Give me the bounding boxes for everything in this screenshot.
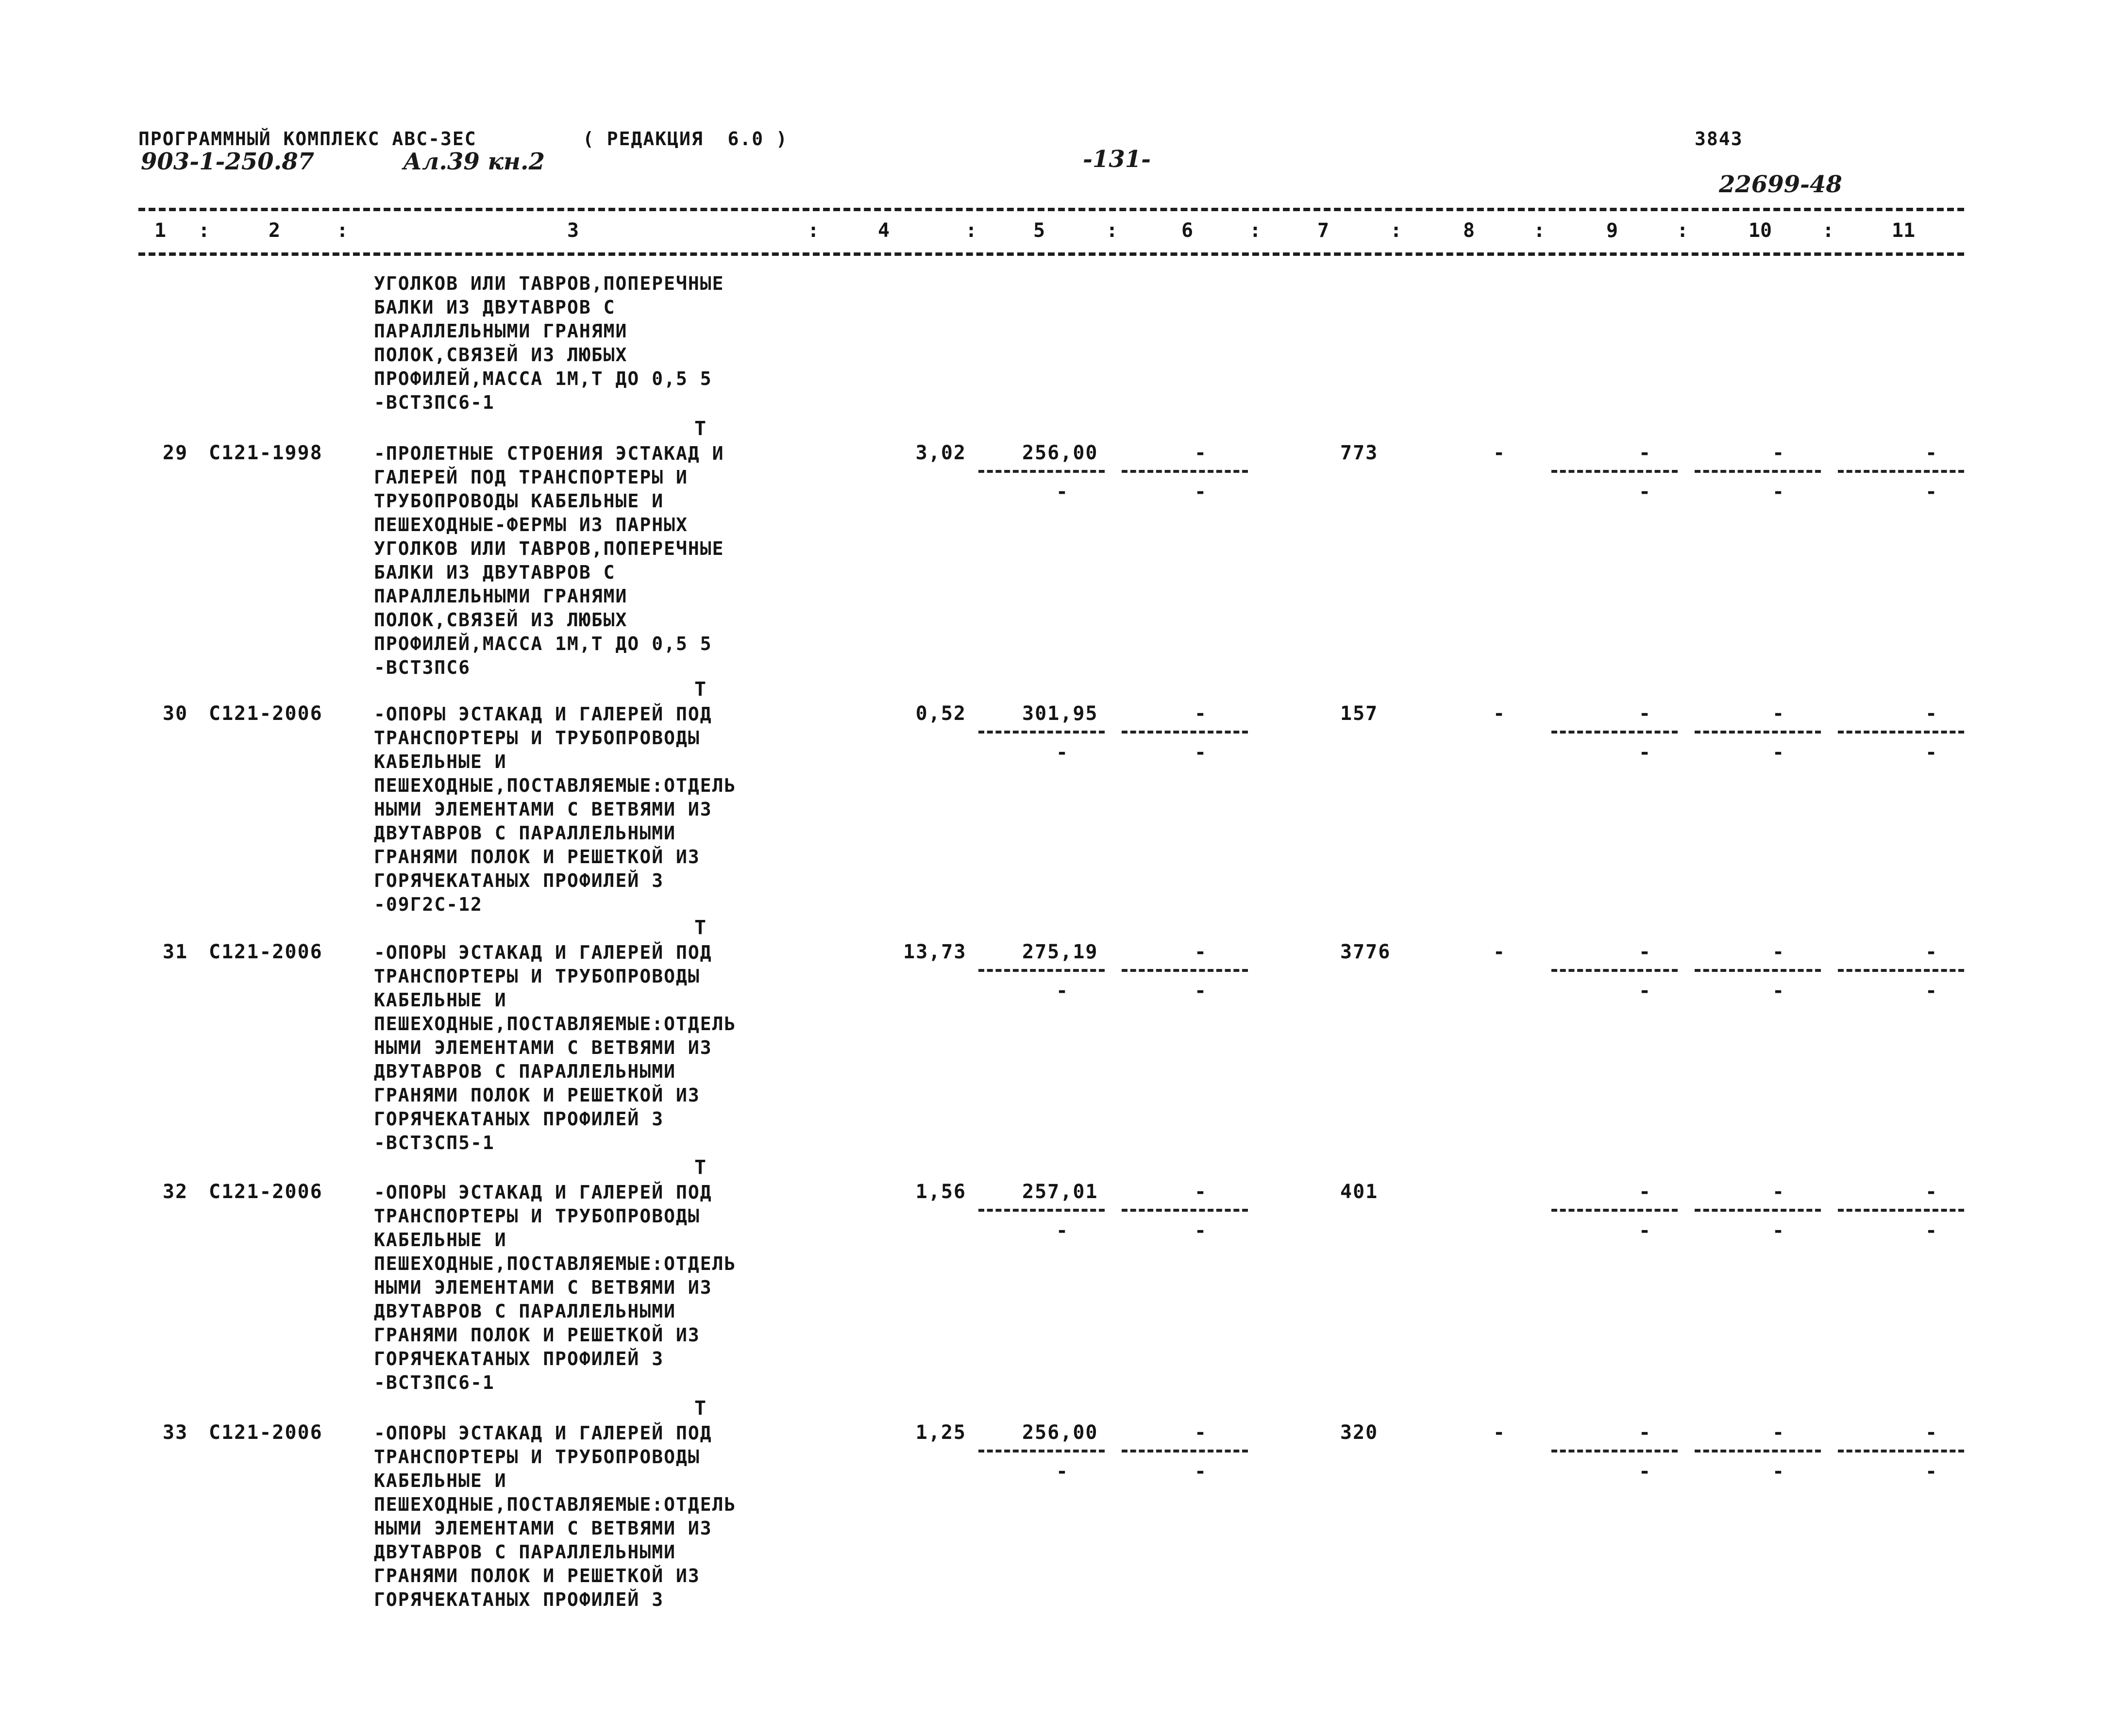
lower-value-dash: - <box>1639 1460 1651 1483</box>
row-description: -ПРОЛЕТНЫЕ СТРОЕНИЯ ЭСТАКАД И ГАЛЕРЕЙ ПОД ТРАНСПОРТЕРЫ И ТРУБОПРОВОДЫ КАБЕЛЬНЫЕ И ПЕШЕХОДНЫЕ-ФЕРМЫ ИЗ ПАРНЫХ УГОЛКОВ ИЛИ ТАВРОВ,ПОПЕРЕЧНЫЕ БАЛКИ ИЗ ДВУТАВРОВ С ПАРАЛЛЕЛЬНЫМИ ГРАНЯМИ ПОЛОК,СВЯЗЕЙ ИЗ ЛЮБЫХ ПРОФИЛЕЙ,МАССА 1М,Т ДО 0,5 5 -ВСТ3ПС6 <box>374 443 724 678</box>
cell-col9: - <box>1639 1421 1652 1444</box>
page-number: -131- <box>1083 146 1151 173</box>
unit-mark: Т <box>694 1156 707 1179</box>
cell-col7: 773 <box>1340 442 1379 464</box>
unit-mark: Т <box>694 1397 707 1419</box>
lower-value-dash: - <box>1639 980 1651 1002</box>
cell-col5: 256,00 <box>1022 1421 1098 1444</box>
cell-col5: 275,19 <box>1022 941 1098 963</box>
cell-underline <box>978 969 1105 972</box>
column-number-2: 2 <box>268 219 281 242</box>
row-code: С121-2006 <box>209 1421 323 1444</box>
cell-col7: 157 <box>1340 702 1379 725</box>
lower-value-dash: - <box>1195 1460 1207 1483</box>
cell-col5: 301,95 <box>1022 702 1098 725</box>
column-separator: : <box>336 219 349 242</box>
row-number: 30 <box>163 702 188 725</box>
cell-col5: 256,00 <box>1022 442 1098 464</box>
cell-col8: - <box>1493 442 1506 464</box>
row-code: С121-2006 <box>209 941 323 963</box>
column-number-7: 7 <box>1317 219 1329 242</box>
column-separator: : <box>1106 219 1118 242</box>
cell-col10: - <box>1772 1181 1785 1203</box>
lower-value-dash: - <box>1925 1460 1937 1483</box>
cell-underline <box>1838 731 1964 734</box>
column-number-1: 1 <box>154 219 167 242</box>
cell-col9: - <box>1639 702 1652 725</box>
lower-value-dash: - <box>1772 741 1784 764</box>
cell-underline <box>1695 731 1821 734</box>
cell-col5: 257,01 <box>1022 1181 1098 1203</box>
column-number-8: 8 <box>1463 219 1475 242</box>
cell-col4: 1,25 <box>915 1421 966 1444</box>
cell-col10: - <box>1772 442 1785 464</box>
cell-underline <box>1122 1209 1248 1212</box>
cell-underline <box>1695 969 1821 972</box>
lower-value-dash: - <box>1772 1219 1784 1242</box>
cell-underline <box>1838 969 1964 972</box>
cell-underline <box>978 1209 1105 1212</box>
edition-label: ( РЕДАКЦИЯ 6.0 ) <box>583 128 788 150</box>
column-separator: : <box>1390 219 1402 242</box>
column-separator: : <box>198 219 210 242</box>
lower-value-dash: - <box>1056 741 1068 764</box>
row-number: 29 <box>163 442 188 464</box>
row-code: С121-2006 <box>209 1181 323 1203</box>
lower-value-dash: - <box>1056 481 1068 503</box>
column-separator: : <box>1249 219 1262 242</box>
column-number-11: 11 <box>1891 219 1916 242</box>
cell-col11: - <box>1925 941 1938 963</box>
cell-col8: - <box>1493 702 1506 725</box>
lower-value-dash: - <box>1772 980 1784 1002</box>
row-description: -ОПОРЫ ЭСТАКАД И ГАЛЕРЕЙ ПОД ТРАНСПОРТЕРЫ И ТРУБОПРОВОДЫ КАБЕЛЬНЫЕ И ПЕШЕХОДНЫЕ,ПОСТАВЛЯЕМЫЕ:ОТДЕЛЬ НЫМИ ЭЛЕМЕНТАМИ С ВЕТВЯМИ ИЗ ДВУТАВРОВ С ПАРАЛЛЕЛЬНЫМИ ГРАНЯМИ ПОЛОК И РЕШЕТКОЙ ИЗ ГОРЯЧЕКАТАНЫХ ПРОФИЛЕЙ 3 -09Г2С-12 <box>374 703 737 915</box>
cell-underline <box>1551 470 1678 473</box>
cell-col11: - <box>1925 702 1938 725</box>
program-title: ПРОГРАММНЫЙ КОМПЛЕКС АВС-3ЕС <box>138 128 477 150</box>
cell-col6: - <box>1195 702 1208 725</box>
cell-underline <box>1551 969 1678 972</box>
cell-col11: - <box>1925 442 1938 464</box>
cell-col6: - <box>1195 1181 1208 1203</box>
row-description: -ОПОРЫ ЭСТАКАД И ГАЛЕРЕЙ ПОД ТРАНСПОРТЕРЫ И ТРУБОПРОВОДЫ КАБЕЛЬНЫЕ И ПЕШЕХОДНЫЕ,ПОСТАВЛЯЕМЫЕ:ОТДЕЛЬ НЫМИ ЭЛЕМЕНТАМИ С ВЕТВЯМИ ИЗ ДВУТАВРОВ С ПАРАЛЛЕЛЬНЫМИ ГРАНЯМИ ПОЛОК И РЕШЕТКОЙ ИЗ ГОРЯЧЕКАТАНЫХ ПРОФИЛЕЙ 3 -ВСТ3СП5-1 <box>374 942 737 1153</box>
lower-value-dash: - <box>1056 980 1068 1002</box>
lower-value-dash: - <box>1925 980 1937 1002</box>
cell-underline <box>1122 470 1248 473</box>
cell-col7: 3776 <box>1340 941 1391 963</box>
cell-underline <box>1695 470 1821 473</box>
document-code: 903-1-250.87 <box>141 148 315 175</box>
lower-value-dash: - <box>1772 481 1784 503</box>
lower-value-dash: - <box>1639 1219 1651 1242</box>
cell-col7: 320 <box>1340 1421 1379 1444</box>
cell-col9: - <box>1639 1181 1652 1203</box>
sheet-reference: Ал.39 кн.2 <box>403 148 545 175</box>
row-description: -ОПОРЫ ЭСТАКАД И ГАЛЕРЕЙ ПОД ТРАНСПОРТЕРЫ И ТРУБОПРОВОДЫ КАБЕЛЬНЫЕ И ПЕШЕХОДНЫЕ,ПОСТАВЛЯЕМЫЕ:ОТДЕЛЬ НЫМИ ЭЛЕМЕНТАМИ С ВЕТВЯМИ ИЗ ДВУТАВРОВ С ПАРАЛЛЕЛЬНЫМИ ГРАНЯМИ ПОЛОК И РЕШЕТКОЙ ИЗ ГОРЯЧЕКАТАНЫХ ПРОФИЛЕЙ 3 -ВСТ3ПС6-1 <box>374 1182 737 1393</box>
lower-value-dash: - <box>1195 1219 1207 1242</box>
lower-value-dash: - <box>1639 481 1651 503</box>
unit-mark: Т <box>694 678 707 701</box>
cell-underline <box>978 1450 1105 1452</box>
column-number-5: 5 <box>1033 219 1045 242</box>
lower-value-dash: - <box>1056 1460 1068 1483</box>
cell-col11: - <box>1925 1421 1938 1444</box>
column-separator: : <box>965 219 977 242</box>
row-number: 33 <box>163 1421 188 1444</box>
lower-value-dash: - <box>1195 980 1207 1002</box>
column-number-6: 6 <box>1181 219 1194 242</box>
row-code: С121-1998 <box>209 442 323 464</box>
header-bottom-rule <box>138 252 1964 256</box>
cell-col6: - <box>1195 442 1208 464</box>
cell-col4: 0,52 <box>915 702 966 725</box>
cell-col8: - <box>1493 941 1506 963</box>
lower-value-dash: - <box>1195 741 1207 764</box>
cell-underline <box>1122 969 1248 972</box>
header-top-rule <box>138 208 1964 211</box>
cell-col10: - <box>1772 941 1785 963</box>
cell-underline <box>978 470 1105 473</box>
column-separator: : <box>1676 219 1689 242</box>
unit-mark: Т <box>694 917 707 939</box>
row-number: 32 <box>163 1181 188 1203</box>
cell-underline <box>1122 731 1248 734</box>
cell-underline <box>1122 1450 1248 1452</box>
cell-underline <box>1551 1209 1678 1212</box>
column-separator: : <box>807 219 820 242</box>
unit-mark: Т <box>694 417 707 440</box>
handwritten-number: 22699-48 <box>1719 171 1842 198</box>
lower-value-dash: - <box>1925 1219 1937 1242</box>
cell-underline <box>1838 1450 1964 1452</box>
column-number-3: 3 <box>567 219 579 242</box>
column-separator: : <box>1822 219 1834 242</box>
cell-col10: - <box>1772 702 1785 725</box>
cell-col9: - <box>1639 941 1652 963</box>
row-code: С121-2006 <box>209 702 323 725</box>
cell-underline <box>978 731 1105 734</box>
row-description: -ОПОРЫ ЭСТАКАД И ГАЛЕРЕЙ ПОД ТРАНСПОРТЕРЫ И ТРУБОПРОВОДЫ КАБЕЛЬНЫЕ И ПЕШЕХОДНЫЕ,ПОСТАВЛЯЕМЫЕ:ОТДЕЛЬ НЫМИ ЭЛЕМЕНТАМИ С ВЕТВЯМИ ИЗ ДВУТАВРОВ С ПАРАЛЛЕЛЬНЫМИ ГРАНЯМИ ПОЛОК И РЕШЕТКОЙ ИЗ ГОРЯЧЕКАТАНЫХ ПРОФИЛЕЙ 3 <box>374 1422 737 1610</box>
cell-underline <box>1838 1209 1964 1212</box>
lower-value-dash: - <box>1925 741 1937 764</box>
cell-col11: - <box>1925 1181 1938 1203</box>
lower-value-dash: - <box>1925 481 1937 503</box>
cell-underline <box>1695 1450 1821 1452</box>
lower-value-dash: - <box>1639 741 1651 764</box>
lower-value-dash: - <box>1772 1460 1784 1483</box>
cell-col4: 3,02 <box>915 442 966 464</box>
cell-underline <box>1551 731 1678 734</box>
cell-col10: - <box>1772 1421 1785 1444</box>
row-number: 31 <box>163 941 188 963</box>
cell-col7: 401 <box>1340 1181 1379 1203</box>
cell-col9: - <box>1639 442 1652 464</box>
cell-col4: 1,56 <box>915 1181 966 1203</box>
cell-col6: - <box>1195 941 1208 963</box>
continuation-text: УГОЛКОВ ИЛИ ТАВРОВ,ПОПЕРЕЧНЫЕ БАЛКИ ИЗ ДВУТАВРОВ С ПАРАЛЛЕЛЬНЫМИ ГРАНЯМИ ПОЛОК,СВЯЗЕЙ ИЗ ЛЮБЫХ ПРОФИЛЕЙ,МАССА 1М,Т ДО 0,5 5 -ВСТ3ПС6-1 <box>374 273 724 413</box>
cell-underline <box>1838 470 1964 473</box>
lower-value-dash: - <box>1056 1219 1068 1242</box>
cell-underline <box>1695 1209 1821 1212</box>
column-number-9: 9 <box>1606 219 1618 242</box>
lower-value-dash: - <box>1195 481 1207 503</box>
cell-underline <box>1551 1450 1678 1452</box>
column-number-10: 10 <box>1748 219 1772 242</box>
column-separator: : <box>1533 219 1546 242</box>
cell-col8: - <box>1493 1421 1506 1444</box>
column-number-4: 4 <box>877 219 890 242</box>
cell-col4: 13,73 <box>903 941 967 963</box>
cell-col6: - <box>1195 1421 1208 1444</box>
sheet-number: 3843 <box>1695 128 1743 150</box>
